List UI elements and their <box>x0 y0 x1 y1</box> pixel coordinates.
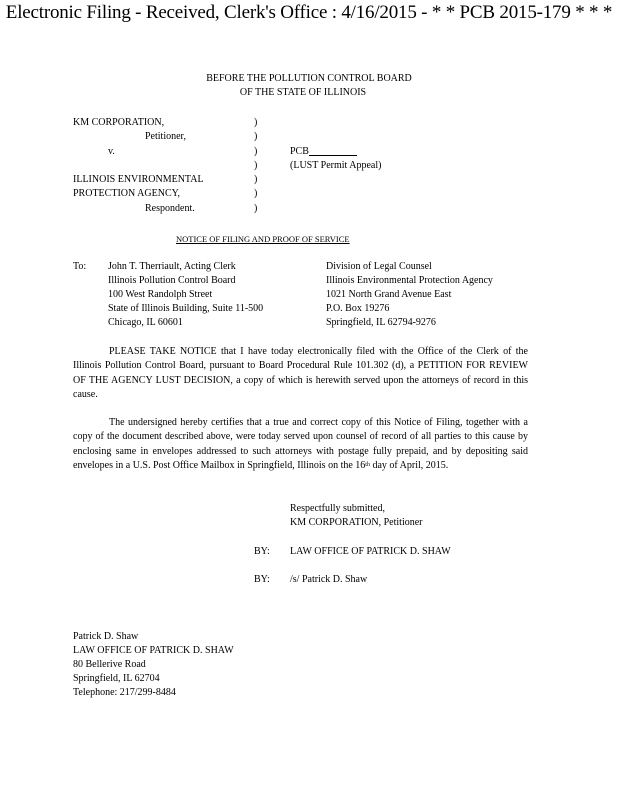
respondent-line1: ILLINOIS ENVIRONMENTAL <box>73 174 204 185</box>
versus: v. <box>108 146 115 157</box>
attorney-address-line: 80 Bellerive Road <box>73 659 146 670</box>
to-label: To: <box>73 261 87 272</box>
caption-bracket: ) <box>254 188 258 199</box>
recipient-clerk <box>108 260 263 330</box>
recipient-agency <box>326 260 493 330</box>
recipient-clerk-line: State of Illinois Building, Suite 11-500 <box>108 303 264 314</box>
recipient-agency-line: 1021 North Grand Avenue East <box>326 289 452 300</box>
recipient-clerk-line: Chicago, IL 60601 <box>108 317 183 328</box>
pcb-number <box>290 145 357 159</box>
law-firm: LAW OFFICE OF PATRICK D. SHAW <box>290 546 451 557</box>
petitioner-role: Petitioner, <box>145 131 186 142</box>
signature-line: /s/ Patrick D. Shaw <box>290 574 368 585</box>
recipient-agency-line: Illinois Environmental Protection Agency <box>326 275 493 286</box>
recipient-agency-line: P.O. Box 19276 <box>326 303 390 314</box>
court-name-line1: BEFORE THE POLLUTION CONTROL BOARD <box>206 73 412 84</box>
petitioner-name: KM CORPORATION, <box>73 117 165 128</box>
caption-bracket: ) <box>254 203 258 214</box>
caption-bracket: ) <box>254 131 258 142</box>
respondent-role: Respondent. <box>145 203 195 214</box>
attorney-address-line: Patrick D. Shaw <box>73 631 139 642</box>
notice-paragraph: PLEASE TAKE NOTICE that I have today electronically filed with the Office of the Clerk of the Illinois Pollution Control Board, pursuant to Board Procedural Rule 101.302 (d), a PETITION FOR REVIEW OF THE AGENCY LUST DECISION, a copy of which is herewith served upon the attorneys of record in this cause. <box>73 346 528 400</box>
certification-date: day of April, 2015. <box>369 459 449 471</box>
recipient-agency-line: Springfield, IL 62794-9276 <box>326 317 436 328</box>
pcb-number-blank <box>309 145 357 156</box>
recipient-clerk-line: John T. Therriault, Acting Clerk <box>108 261 236 272</box>
pcb-label: PCB <box>290 146 309 157</box>
by-label: BY: <box>254 574 270 585</box>
court-name-line2: OF THE STATE OF ILLINOIS <box>239 87 367 98</box>
respondent-line2: PROTECTION AGENCY, <box>73 188 181 199</box>
certification-paragraph <box>73 416 528 473</box>
notice-title: NOTICE OF FILING AND PROOF OF SERVICE <box>176 234 350 244</box>
recipient-clerk-line: Illinois Pollution Control Board <box>108 275 236 286</box>
attorney-address-line: Springfield, IL 62704 <box>73 673 160 684</box>
ordinal-suffix: th <box>365 461 370 468</box>
party-line: KM CORPORATION, Petitioner <box>290 517 423 528</box>
by-label: BY: <box>254 546 270 557</box>
certification-text: The undersigned hereby certifies that a true and correct copy of this Notice of Filing, together with a copy of the document described above, were today served upon counsel of record of all parties to this cause by enclosing same in envelopes addressed to such attorneys with postage fully prepaid, and by depositing said envelopes in a U.S. Post Office Mailbox in Springfield, Illinois on the 16 <box>73 417 528 471</box>
case-type: (LUST Permit Appeal) <box>290 160 382 171</box>
attorney-address-line: LAW OFFICE OF PATRICK D. SHAW <box>73 645 234 656</box>
closing: Respectfully submitted, <box>290 503 385 514</box>
attorney-address <box>73 630 234 700</box>
caption-bracket: ) <box>254 160 258 171</box>
recipient-agency-line: Division of Legal Counsel <box>326 261 432 272</box>
filing-stamp: Electronic Filing - Received, Clerk's Office : 4/16/2015 - * * PCB 2015-179 * * * <box>5 2 613 23</box>
caption-bracket: ) <box>254 146 258 157</box>
caption-bracket: ) <box>254 174 258 185</box>
caption-bracket: ) <box>254 117 258 128</box>
attorney-address-line: Telephone: 217/299-8484 <box>73 687 176 698</box>
recipient-clerk-line: 100 West Randolph Street <box>108 289 213 300</box>
